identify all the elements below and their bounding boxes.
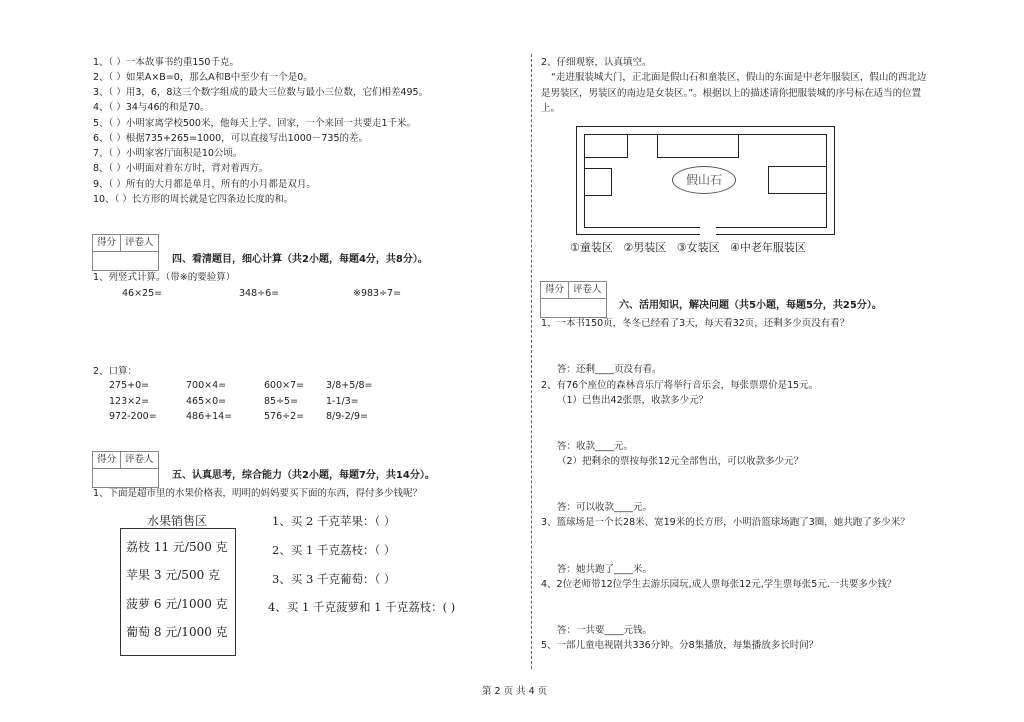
oral-item: 85÷5= bbox=[264, 396, 299, 407]
oral-item: 275+0= bbox=[109, 380, 150, 391]
reviewer-label: 评卷人 bbox=[573, 284, 602, 295]
oral-item: 1-1/3= bbox=[326, 396, 359, 407]
right-q2-text: 上。 bbox=[541, 103, 561, 114]
vertical-calc-item: ※983÷7= bbox=[353, 288, 402, 299]
score-box bbox=[540, 281, 607, 318]
s6-answer: 答：可以收款____元。 bbox=[557, 502, 653, 513]
map-zone-box[interactable] bbox=[584, 168, 612, 196]
oral-item: 465×0= bbox=[186, 396, 227, 407]
oral-item: 600×7= bbox=[264, 380, 305, 391]
s6-question: 2、有76个座位的森林音乐厅将举行音乐会，每张票票价是15元。 bbox=[541, 380, 819, 391]
reviewer-label: 评卷人 bbox=[125, 237, 154, 248]
section4-q2-label: 2、口算： bbox=[93, 366, 138, 377]
judge-item: 10、（ ）长方形的周长就是它四条边长度的和。 bbox=[93, 194, 294, 205]
judge-item: 6、（ ）根据735+265=1000，可以直接写出1000－735的差。 bbox=[93, 133, 368, 144]
rockery-ellipse bbox=[672, 166, 736, 194]
judge-item: 4、（ ）34与46的和是70。 bbox=[93, 102, 210, 113]
oral-item: 3/8+5/8= bbox=[326, 380, 373, 391]
rockery-label: 假山石 bbox=[685, 173, 722, 187]
score-box bbox=[92, 234, 159, 271]
reviewer-label: 评卷人 bbox=[125, 454, 154, 465]
oral-item: 972-200= bbox=[109, 411, 157, 422]
fruit-price: 荔枝 11 元/500 克 bbox=[126, 540, 228, 554]
s6-question: 1、一本书150页，冬冬已经看了3天，每天看32页，还剩多少页没有看？ bbox=[541, 318, 850, 329]
fruit-table-title: 水果销售区 bbox=[147, 514, 208, 528]
fruit-price: 菠萝 6 元/1000 克 bbox=[126, 597, 228, 611]
right-q2-title: 2、仔细观察，认真填空。 bbox=[541, 57, 652, 68]
fruit-price: 苹果 3 元/500 克 bbox=[126, 568, 221, 582]
score-label: 得分 bbox=[93, 452, 121, 468]
score-label: 得分 bbox=[541, 282, 569, 298]
fruit-question: 1、买 2 千克苹果：（ ） bbox=[272, 514, 396, 528]
section4-q1-label: 1、列竖式计算。（带※的要验算） bbox=[93, 272, 236, 283]
vertical-calc-item: 348÷6= bbox=[239, 288, 280, 299]
fruit-question: 2、买 1 千克荔枝：（ ） bbox=[272, 543, 396, 557]
judge-item: 8、（ ）小明面对着东方时，背对着西方。 bbox=[93, 163, 269, 174]
s6-subquestion: （2）把剩余的票按每张12元全部售出，可以收款多少元？ bbox=[557, 456, 804, 467]
s6-question: 5、一部儿童电视剧共336分钟。分8集播放，每集播放多长时间？ bbox=[541, 640, 819, 651]
map-zone-box[interactable] bbox=[584, 134, 628, 158]
right-q2-text: 是男装区，男装区的南边是女装区。”。根据以上的描述请你把服装城的序号标在适当的位置 bbox=[541, 88, 922, 99]
map-zone-box[interactable] bbox=[657, 134, 739, 158]
page-footer: 第 2 页 共 4 页 bbox=[482, 686, 548, 697]
oral-item: 123×2= bbox=[109, 396, 150, 407]
map-zone-box[interactable] bbox=[768, 166, 827, 194]
score-box bbox=[92, 451, 159, 488]
judge-item: 2、（ ）如果A×B=0，那么A和B中至少有一个是0。 bbox=[93, 72, 313, 83]
column-divider bbox=[531, 54, 532, 669]
fruit-question: 3、买 3 千克葡萄：（ ） bbox=[272, 572, 396, 586]
oral-item: 8/9-2/9= bbox=[326, 411, 368, 422]
map-entrance bbox=[700, 225, 716, 237]
judge-item: 3、（ ）用3，6，8这三个数字组成的最大三位数与最小三位数，它们相差495。 bbox=[93, 87, 429, 98]
s6-answer: 答：她共跑了____米。 bbox=[557, 564, 653, 575]
judge-item: 5、（ ）小明家离学校500米，他每天上学、回家，一个来回一共要走1千米。 bbox=[93, 118, 416, 129]
s6-answer: 答：收款____元。 bbox=[557, 441, 634, 452]
score-label: 得分 bbox=[93, 235, 121, 251]
right-q2-text: “走进服装城大门，正北面是假山石和童装区，假山的东面是中老年服装区，假山的西北边 bbox=[551, 72, 927, 83]
oral-item: 486+14= bbox=[186, 411, 233, 422]
section5-title: 五、认真思考，综合能力（共2小题，每题7分，共14分）。 bbox=[172, 470, 435, 481]
s6-answer: 答：还剩____页没有看。 bbox=[557, 364, 662, 375]
judge-item: 1、（ ）一本故事书约重150千克。 bbox=[93, 57, 239, 68]
judge-item: 7、（ ）小明家客厅面积是10公顷。 bbox=[93, 148, 243, 159]
s6-question: 4、2位老师带12位学生去游乐园玩,成人票每张12元,学生票每张5元.一共要多少钱？ bbox=[541, 579, 897, 590]
oral-item: 576÷2= bbox=[264, 411, 305, 422]
oral-item: 700×4= bbox=[186, 380, 227, 391]
vertical-calc-item: 46×25= bbox=[122, 288, 163, 299]
judge-item: 9、（ ）所有的大月都是单月，所有的小月都是双月。 bbox=[93, 179, 316, 190]
s6-subquestion: （1）已售出42张票，收款多少元？ bbox=[557, 395, 709, 406]
fruit-question: 4、买 1 千克菠萝和 1 千克荔枝：( ) bbox=[268, 600, 456, 614]
fruit-price: 葡萄 8 元/1000 克 bbox=[126, 625, 228, 639]
map-legend: ①童装区 ②男装区 ③女装区 ④中老年服装区 bbox=[570, 241, 806, 254]
section6-title: 六、活用知识，解决问题（共5小题，每题5分，共25分）。 bbox=[619, 300, 882, 311]
s6-question: 3、篮球场是一个长28米、宽19米的长方形，小明沿篮球场跑了3圈，她共跑了多少米？ bbox=[541, 517, 910, 528]
section4-title: 四、看清题目，细心计算（共2小题，每题4分，共8分）。 bbox=[172, 254, 428, 265]
s6-answer: 答：一共要____元钱。 bbox=[557, 625, 653, 636]
section5-q1: 1、下面是超市里的水果价格表，明明的妈妈要买下面的东西，得付多少钱呢？ bbox=[93, 488, 423, 499]
